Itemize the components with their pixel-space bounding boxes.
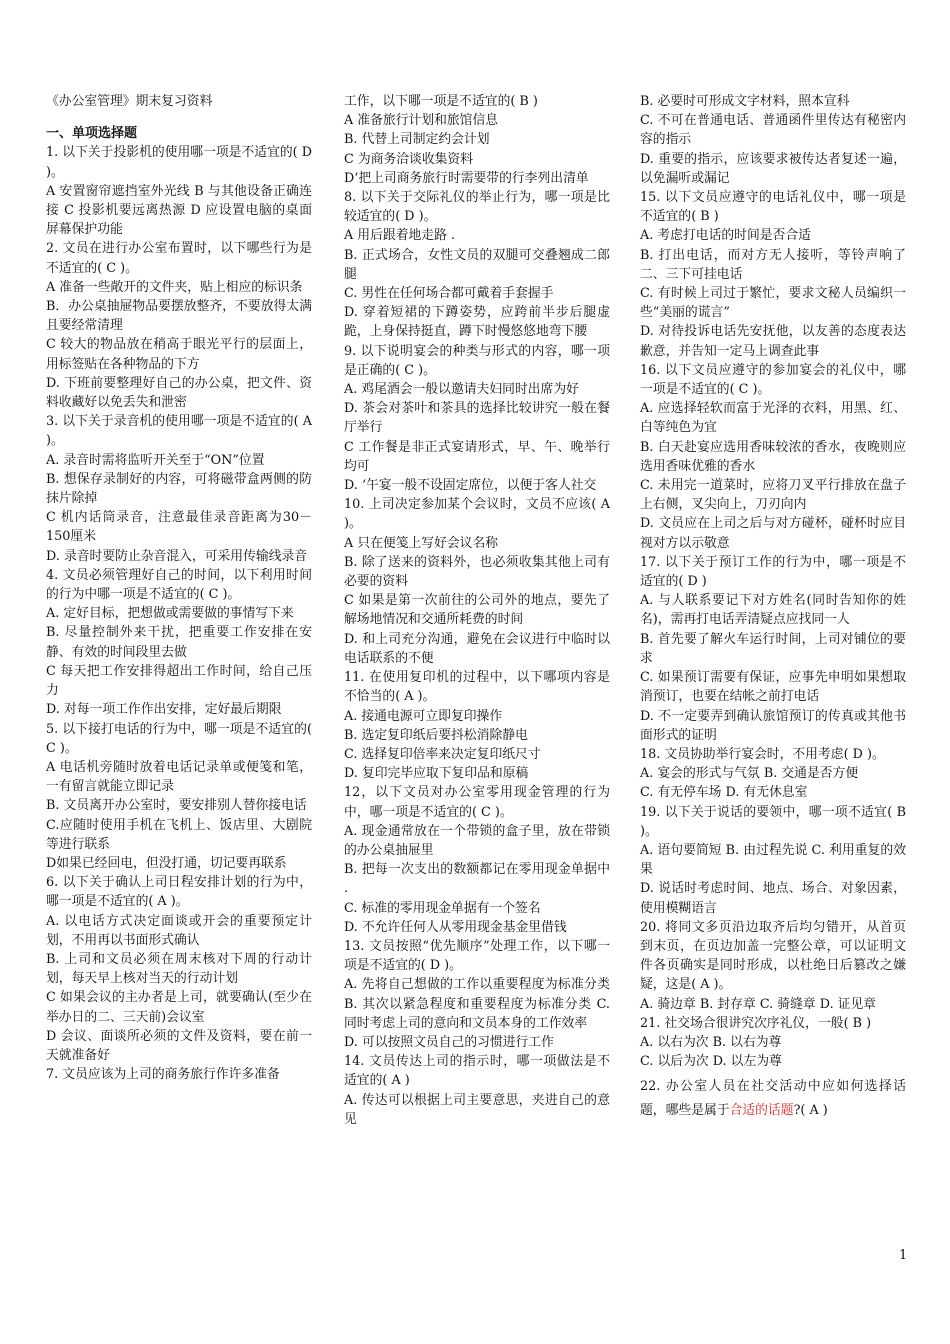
text-line: C. 有时候上司过于繁忙，要求文秘人员编织一些“美丽的谎言”: [640, 286, 906, 321]
text-line: C. 如果预订需要有保证，应事先申明如果想取消预订，也要在结帐之前打电话: [640, 670, 906, 705]
text-line: 13. 文员按照“优先顺序”处理工作，以下哪一项是不适宜的( D )。: [344, 938, 610, 974]
text-line: C 每天把工作安排得超出工作时间，给自己压力: [46, 663, 312, 699]
text-line: D如果已经回电，但没打通，切记要再联系: [46, 855, 287, 871]
text-line: D. 录音时要防止杂音混入，可采用传输线录音: [46, 548, 308, 564]
text-line: D. ‘午宴一般不设固定席位，以便于客人社交: [344, 478, 597, 494]
text-line: 18. 文员协助举行宴会时，不用考虑( D )。: [640, 746, 885, 762]
text-line: B. 把每一次支出的数额都记在零用现金单据中 .: [344, 862, 610, 897]
text-line: 10. 上司决定参加某个会议时，文员不应该( A )。: [344, 497, 610, 532]
text-line: A. 接通电源可立即复印操作: [344, 708, 503, 724]
text-line: 17. 以下关于预订工作的行为中，哪一项是不适宜的( D ): [640, 554, 906, 590]
text-line: A. 鸡尾酒会一般以邀请夫妇同时出席为好: [344, 382, 579, 398]
text-line: A 电话机旁随时放着电话记录单或便笺和笔，一有留言就能立即记录: [46, 759, 312, 795]
text-line: D. 茶会对茶叶和茶具的选择比较讲究一般在餐厅举行: [344, 401, 610, 436]
text-line: 7. 文员应该为上司的商务旅行作许多准备: [46, 1067, 280, 1083]
text-line: C 如果是第一次前往的公司外的地点，要先了解场地情况和交通所耗费的时间: [344, 593, 610, 628]
text-line: 11. 在使用复印机的过程中，以下哪项内容是不恰当的( A )。: [344, 670, 610, 705]
text-line: C. 未用完一道菜时，应将刀叉平行排放在盘子上右侧，叉尖向上，刀刃向内: [640, 478, 906, 513]
text-line: C. 男性在任何场合都可戴着手套握手: [344, 286, 554, 302]
text-line: B. 想保存录制好的内容，可将磁带盒两侧的防抹片除掉: [46, 471, 312, 507]
column-3: [640, 92, 906, 1123]
text-line: A. 传达可以根据上司主要意思，夹进自己的意见: [344, 1092, 610, 1127]
document-title: 《办公室管理》期末复习资料: [46, 94, 213, 109]
text-line: C. 选择复印倍率来决定复印纸尺寸: [344, 746, 541, 762]
text-line: D. 对每一项工作作出安排，定好最后期限: [46, 702, 282, 718]
text-line: 9. 以下说明宴会的种类与形式的内容，哪一项是正确的( C )。: [344, 343, 610, 378]
text-line: C.应随时使用手机在飞机上、饭店里、大剧院等进行联系: [46, 817, 312, 852]
text-line: A. 考虑打电话的时间是否合适: [640, 228, 811, 244]
text-line: C 较大的物品放在稍高于眼光平行的层面上，用标签贴在各种物品的下方: [46, 337, 312, 372]
text-line: B. 打出电话，而对方无人接听，等铃声响了二、三下可挂电话: [640, 247, 906, 282]
text-line: D 会议、面谈所必须的文件及资料，要在前一天就准备好: [46, 1028, 312, 1063]
text-line: A 准备旅行计划和旅馆信息: [344, 113, 499, 129]
text-line: A. 定好目标，把想做或需要做的事情写下来: [46, 606, 294, 622]
text-line: A. 先将自己想做的工作以重要程度为标准分类 B. 其次以紧急程度和重要程度为标准分类 C. 同时考虑上司的意向和文员本身的工作效率: [344, 977, 610, 1031]
text-line: D. 重要的指示，应该要求被传达者复述一遍，以免漏听或漏记: [640, 151, 906, 186]
text-line: A. 与人联系要记下对方姓名(同时告知你的姓名)，需再打电话弄清疑点应找同一人: [640, 593, 906, 628]
text-line: A. 录音时需将监听开关至于“ON”位置: [46, 452, 265, 468]
text-line: 5. 以下接打电话的行为中，哪一项是不适宜的( C )。: [46, 721, 312, 756]
text-line: C 工作餐是非正式宴请形式，早、午、晚举行均可: [344, 439, 610, 474]
text-line: D. 穿着短裙的下蹲姿势，应跨前半步后腿虚跪，上身保持挺直，蹲下时慢悠悠地弯下腰: [344, 305, 610, 340]
column-2: [344, 92, 610, 1129]
text-line: C 为商务洽谈收集资料: [344, 151, 474, 167]
text-line: 19. 以下关于说话的要领中，哪一项不适宜( B )。: [640, 804, 906, 839]
column-3-body: [640, 92, 906, 1071]
text-line: A. 以电话方式决定面谈或开会的重要预定计划，不用再以书面形式确认: [46, 913, 312, 948]
text-line: D. 说话时考虑时间、地点、场合、对象因素，使用模糊语言: [640, 881, 906, 916]
text-line: D. 对待投诉电话先安抚他，以友善的态度表达歉意，并告知一定马上调查此事: [640, 324, 906, 359]
text-line: 20. 将同文多页沿边取齐后均匀错开，从首页到末页，在页边加盖一完整公章，可以证明文件各页确实是同时形成，以杜绝日后篡改之嫌疑，这是( A )。: [640, 919, 906, 993]
text-line: B. 除了送来的资料外，也必须收集其他上司有必要的资料: [344, 554, 610, 590]
text-line: B. 白天赴宴应选用香味较浓的香水，夜晚则应选用香味优雅的香水: [640, 439, 906, 474]
text-line: 1. 以下关于投影机的使用哪一项是不适宜的( D )。: [46, 145, 312, 180]
text-line: B. 正式场合，女性文员的双腿可交叠翘成二郎腿: [344, 247, 610, 282]
text-line: A 准备一些敞开的文件夹，贴上相应的标识条: [46, 279, 303, 295]
text-line: D‘把上司商务旅行时需要带的行李列出清单: [344, 170, 589, 186]
text-line: A 用后跟着地走路 .: [344, 228, 456, 244]
text-line: 16. 以下文员应遵守的参加宴会的礼仪中，哪一项是不适宜的( C )。: [640, 362, 906, 398]
text-line: 21. 社交场合很讲究次序礼仪，一般( B ): [640, 1015, 872, 1031]
text-line: 8. 以下关于交际礼仪的举止行为，哪一项是比较适宜的( D )。: [344, 190, 610, 225]
highlighted-phrase: 合适的话题: [729, 1103, 794, 1119]
text-line: A. 语句要简短 B. 由过程先说 C. 利用重复的效果: [640, 842, 906, 878]
text-line: B．办公桌抽屉物品要摆放整齐，不要放得太满且要经常清理: [46, 299, 312, 334]
text-line: C. 标准的零用现金单据有一个签名: [344, 900, 541, 916]
text-line: B. 选定复印纸后要抖松消除静电: [344, 727, 528, 743]
text-line: A. 宴会的形式与气氛 B. 交通是否方便: [640, 766, 859, 782]
text-line: 2. 文员在进行办公室布置时，以下哪些行为是不适宜的( C )。: [46, 241, 312, 276]
column-1-body: [46, 143, 312, 1084]
question-22-prefix: 22. 办公室人员在社交活动中应如何选择话题，哪些是属于: [640, 1079, 906, 1119]
text-line: C 如果会议的主办者是上司，就要确认(至少在举办日的二、三天前)会议室: [46, 990, 312, 1025]
text-line: C. 有无停车场 D. 有无休息室: [640, 785, 808, 801]
text-line: 15. 以下文员应遵守的电话礼仪中，哪一项是不适宜的( B ): [640, 190, 906, 225]
question-22-suffix: ?( A ): [793, 1103, 828, 1119]
text-line: D. 复印完毕应取下复印品和原稿: [344, 766, 529, 782]
text-line: A. 现金通常放在一个带锁的盒子里，放在带锁的办公桌抽屉里: [344, 823, 610, 858]
text-line: 4. 文员必须管理好自己的时间，以下利用时间的行为中哪一项是不适宜的( C )。: [46, 567, 312, 603]
column-1: [46, 92, 312, 1084]
text-line: 工作，以下哪一项是不适宜的( B ): [344, 94, 538, 109]
text-line: A. 应选择轻软而富于光泽的衣料，用黑、红、白等纯色为宜: [640, 401, 906, 436]
page-number: 1: [899, 1248, 908, 1263]
text-line: D. 不一定要弄到确认旅馆预订的传真或其他书面形式的证明: [640, 708, 906, 743]
text-line: 12，以下文员对办公室零用现金管理的行为中，哪一项是不适宜的( C )。: [344, 785, 610, 820]
text-line: D. 不允许任何人从零用现金基金里借钱: [344, 919, 567, 935]
question-22: [640, 1075, 906, 1123]
text-line: A 安置窗帘遮挡室外光线 B 与其他设备正确连接 C 投影机要远离热源 D 应设置电脑的桌面屏幕保护功能: [46, 183, 312, 238]
text-line: A. 以右为次 B. 以右为尊: [640, 1034, 782, 1050]
text-line: B. 上司和文员必须在周末核对下周的行动计划，每天早上核对当天的行动计划: [46, 951, 312, 987]
text-line: A 只在便笺上写好会议名称: [344, 535, 499, 551]
text-line: C 机内话筒录音，注意最佳录音距离为30－150厘米: [46, 510, 312, 545]
text-line: 14. 文员传达上司的指示时，哪一项做法是不适宜的( A ): [344, 1054, 610, 1089]
section-heading: 一、单项选择题: [46, 126, 138, 142]
text-line: B. 代替上司制定约会计划: [344, 132, 490, 148]
text-line: D. 下班前要整理好自己的办公桌，把文件、资料收藏好以免丢失和泄密: [46, 375, 312, 411]
text-line: B. 尽量控制外来干扰，把重要工作安排在安静、有效的时间段里去做: [46, 625, 312, 660]
text-line: 3. 以下关于录音机的使用哪一项是不适宜的( A )。: [46, 414, 312, 449]
text-line: D. 和上司充分沟通，避免在会议进行中临时以电话联系的不便: [344, 631, 610, 666]
text-line: B. 首先要了解火车运行时间，上司对铺位的要求: [640, 631, 906, 666]
text-line: C. 以后为次 D. 以左为尊: [640, 1054, 782, 1070]
text-line: A. 骑边章 B. 封存章 C. 骑缝章 D. 证见章: [640, 996, 877, 1012]
text-line: 6. 以下关于确认上司日程安排计划的行为中，哪一项是不适宜的( A )。: [46, 875, 312, 910]
text-line: D. 文员应在上司之后与对方碰杯，碰杯时应目视对方以示敬意: [640, 516, 906, 551]
text-line: C. 不可在普通电话、普通函件里传达有秘密内容的指示: [640, 113, 906, 148]
text-line: D. 可以按照文员自己的习惯进行工作: [344, 1034, 554, 1050]
column-2-body: [344, 92, 610, 1129]
text-line: B. 文员离开办公室时，要安排别人替你接电话: [46, 798, 307, 814]
text-line: B. 必要时可形成文字材料，照本宣科: [640, 94, 850, 109]
